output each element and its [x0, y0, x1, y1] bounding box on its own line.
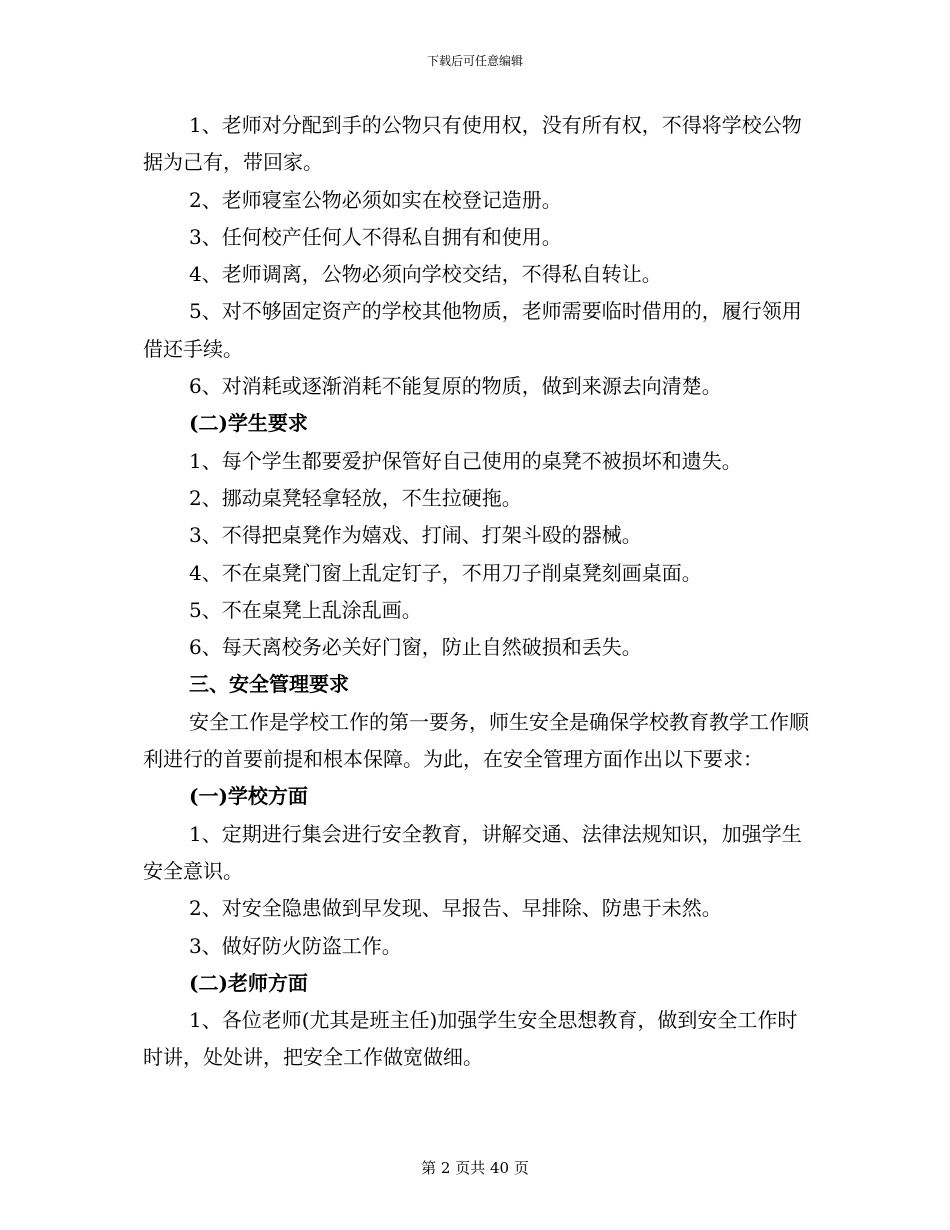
document-body [143, 107, 811, 1077]
paragraph-8: 1、每个学生都要爱护保管好自己使用的桌凳不被损坏和遗失。 [189, 448, 742, 473]
section-heading-school: (一)学校方面 [189, 784, 308, 809]
paragraph-21: 1、各位老师(尤其是班主任)加强学生安全思想教育，做到安全工作时时讲，处处讲，把安全工作做宽做细。 [143, 1008, 798, 1070]
paragraph-3: 3、任何校产任何人不得私自拥有和使用。 [189, 224, 562, 249]
paragraph-10: 3、不得把桌凳作为嬉戏、打闹、打架斗殴的器械。 [189, 523, 642, 548]
paragraph-6: 6、对消耗或逐渐消耗不能复原的物质，做到来源去向清楚。 [189, 374, 722, 399]
paragraph-11: 4、不在桌凳门窗上乱定钉子，不用刀子削桌凳刻画桌面。 [189, 560, 702, 585]
paragraph-4: 4、老师调离，公物必须向学校交结，不得私自转让。 [189, 262, 662, 287]
paragraph-19: 3、做好防火防盗工作。 [189, 933, 402, 958]
paragraph-1: 1、老师对分配到手的公物只有使用权，没有所有权，不得将学校公物据为己有，带回家。 [143, 113, 802, 175]
paragraph-9: 2、挪动桌凳轻拿轻放，不生拉硬拖。 [189, 485, 522, 510]
paragraph-5: 5、对不够固定资产的学校其他物质，老师需要临时借用的，履行领用借还手续。 [143, 299, 802, 361]
paragraph-13: 6、每天离校务必关好门窗，防止自然破损和丢失。 [189, 635, 642, 660]
section-heading-students: (二)学生要求 [189, 411, 308, 436]
section-heading-safety: 三、安全管理要求 [189, 672, 349, 697]
section-heading-teachers: (二)老师方面 [189, 970, 308, 995]
paragraph-17: 1、定期进行集会进行安全教育，讲解交通、法律法规知识，加强学生安全意识。 [143, 821, 802, 883]
paragraph-15: 安全工作是学校工作的第一要务，师生安全是确保学校教育教学工作顺利进行的首要前提和根本保障。为此，在安全管理方面作出以下要求： [143, 709, 809, 772]
paragraph-2: 2、老师寝室公物必须如实在校登记造册。 [189, 187, 562, 212]
page-footer: 第 2 页共 40 页 [421, 1159, 529, 1177]
paragraph-18: 2、对安全隐患做到早发现、早报告、早排除、防患于未然。 [189, 896, 722, 921]
page-header: 下载后可任意编辑 [426, 54, 523, 68]
paragraph-12: 5、不在桌凳上乱涂乱画。 [189, 597, 422, 622]
